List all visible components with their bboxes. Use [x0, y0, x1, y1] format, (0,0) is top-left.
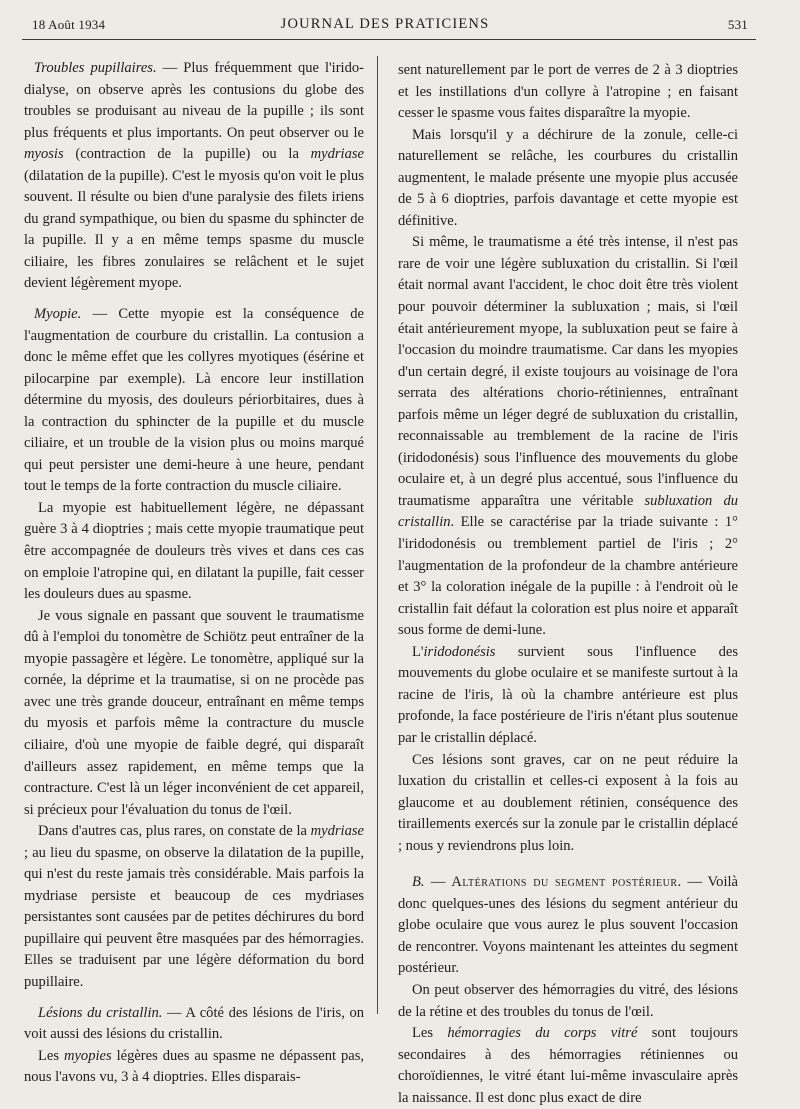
paragraph-myopie-legere — [24, 498, 364, 606]
paragraph-tonometre — [24, 606, 364, 821]
paragraph-mydriase — [24, 821, 364, 993]
page-number: 531 — [727, 17, 748, 32]
column-divider — [377, 56, 378, 1014]
emphasis-term: iridodonésis — [423, 643, 496, 660]
emphasis-term: mydriase — [310, 823, 364, 840]
paragraph-text: ; au lieu du spasme, on observe la dilatation de la pupille, qui n'est du reste jamais très considérable. Mais parfois la mydriase persiste et beaucoup de ces mydriases persistantes sont causées par de petites déchirures du bord pupillaire qui peuvent être masquées par des hémorragies. Elles se traduisent par une légère déformation du bord pupillaire. — [24, 844, 364, 990]
paragraph-text: légères dues au spasme ne dépassent pas, nous l'avons vu, 3 à 4 dioptries. Elles disparais- — [24, 1047, 364, 1086]
paragraph-text: Dans d'autres cas, plus rares, on constate de la — [38, 823, 311, 840]
emphasis-term: mydriase — [310, 146, 364, 163]
paragraph-text: sent naturellement par le port de verres de 2 à 3 dioptries et les instillations d'un collyre à l'atropine ; en faisant cesser le spasme vous faites disparaître la myopie. — [398, 62, 738, 122]
paragraph-continuation — [398, 60, 738, 125]
paragraph-troubles-pupillaires — [24, 58, 364, 295]
paragraph-hemorragies-corps-vitre — [398, 1023, 738, 1109]
paragraph-text: (dilatation de la pupille). C'est le myosis qu'on voit le plus souvent. Il résulte ou bien d'une paralysie des filets iriens du grand sympathique, ou bien du spasme du sphincter de la pupille. Il y a en même temps spasme du muscle ciliaire, les fibres zonulaires se relâchent et le sujet devient légèrement myope. — [24, 167, 364, 292]
emphasis-term: myosis — [24, 146, 64, 163]
paragraph-text: Je vous signale en passant que souvent le traumatisme dû à l'emploi du tonomètre de Schiötz peut entraîner de la myopie passagère et légère. Le tonomètre, appliqué sur la cornée, la déprime et la traumatise, si on ne procède pas avec une très grande douceur, entraînant en même temps du myosis et parfois même la contracture du muscle ciliaire, d'où une myopie de faible degré, qui disparaît d'ailleurs assez rapidement, en même temps que la contracture. C'est là un léger inconvénient de cet appareil, si précieux pour l'évaluation du tonus de l'œil. — [24, 607, 364, 818]
paragraph-dechirure-zonule — [398, 125, 738, 233]
paragraph-myopie — [24, 304, 364, 498]
section-label: B. — [412, 874, 425, 891]
header-date: 18 Août 1934 — [32, 17, 106, 32]
paragraph-text: sont toujours secondaires à des hémorragies rétiniennes ou choroïdiennes, le vitré étant lui-même invasculaire après la naissance. Il est donc plus exact de dire — [398, 1025, 738, 1106]
paragraph-hemorragies-vitre — [398, 980, 738, 1023]
paragraph-segment-posterieur — [398, 872, 738, 980]
paragraph-text: Les — [38, 1047, 64, 1064]
journal-title: JOURNAL DES PRATICIENS — [280, 16, 490, 32]
emphasis-term: hémorragies du corps vitré — [447, 1025, 638, 1042]
paragraph-text: . Elle se caractérise par la triade suivante : 1° l'iridodonésis ou tremblement partiel de l'iris ; 2° l'augmentation de la profondeur de la chambre antérieure et 3° la coloration inégale de la pupille : à l'endroit où le cristallin fait défaut la coloration est plus noire et apparaît sous forme de demi-lune. — [398, 514, 738, 639]
section-title-lesions-cristallin: Lésions du cristallin. — [38, 1004, 163, 1021]
paragraph-text: — A côté des lésions de l'iris, on voit aussi des lésions du cristallin. — [24, 1004, 365, 1043]
running-header — [22, 14, 748, 38]
paragraph-text: Mais lorsqu'il y a déchirure de la zonule, celle-ci naturellement se relâche, les courbures du cristallin augmentent, le malade présente une myopie plus accusée de 5 à 6 dioptries, parfois davantage et cette myopie est définitive. — [398, 126, 738, 229]
paragraph-lesions-cristallin — [24, 1003, 364, 1046]
paragraph-text: On peut observer des hémorragies du vitré, des lésions de la rétine et des troubles du tonus de l'œil. — [398, 981, 738, 1020]
paragraph-text: — Plus fréquemment que l'irido-dialyse, on observe après les contusions du globe des troubles se produisant au niveau de la pupille ; ils sont plus fréquents et plus importants. On peut observer ou le — [24, 60, 364, 141]
paragraph-text: Les — [412, 1025, 448, 1042]
header-rule — [22, 39, 756, 40]
paragraph-myopies-legeres — [24, 1046, 364, 1089]
paragraph-text: Si même, le traumatisme a été très intense, il n'est pas rare de voir une légère subluxation du cristallin. Si l'œil était normal avant l'accident, le choc doit être très violent pour pouvoir déterminer la subluxation ; mais, si l'œil était antérieurement myope, la subluxation peut se faire à l'occasion du moindre traumatisme. Car dans les myopies d'un certain degré, il existe toujours au voisinage de l'ora serrata des altérations chorio-rétiniennes, entraînant parfois même un léger degré de subluxation du cristallin, reconnaissable au tremblement de la racine de l'iris (iridodonésis) sous l'influence des mouvements du globe oculaire et, à un degré plus accentué, sous l'influence du traumatisme apparaîtra une véritable — [398, 234, 738, 509]
paragraph-text: L' — [412, 643, 424, 660]
paragraph-subluxation — [398, 232, 738, 641]
paragraph-text: (contraction de la pupille) ou la — [63, 146, 311, 163]
emphasis-term: subluxation du cristallin — [398, 492, 738, 531]
paragraph-text: — Voilà donc quelques-unes des lésions du segment antérieur du globe oculaire que vous aurez le plus souvent l'occasion de rencontrer. Voyons maintenant les atteintes du segment postérieur. — [398, 874, 738, 977]
section-title-myopie: Myopie. — [34, 306, 82, 323]
paragraph-text: survient sous l'influence des mouvements du globe oculaire et se manifeste surtout à la racine de l'iris, là où la chambre antérieure est plus profonde, la face postérieure de l'iris n'étant plus soutenue par le cristallin déplacé. — [398, 643, 738, 746]
paragraph-text: Ces lésions sont graves, car on ne peut réduire la luxation du cristallin et celles-ci exposent à la fois au glaucome et au doublement rétinien, conséquence des tiraillements exercés sur la zonule par le cristallin déplacé ; nous y reviendrons plus loin. — [398, 751, 738, 854]
section-title-troubles-pupillaires: Troubles pupillaires. — [34, 60, 157, 76]
paragraph-text: — Cette myopie est la conséquence de l'augmentation de courbure du cristallin. La contusion a donc le même effet que les collyres myotiques (ésérine et pilocarpine par exemple). Là encore leur instillation détermine du myosis, des douleurs périorbitaires, dues à la contraction du sphincter de la pupille et du muscle ciliaire, et un trouble de la vision plus ou moins marqué qui peut persister une demi-heure à une heure, pendant tout le temps de la forte contraction du muscle ciliaire. — [24, 306, 364, 495]
paragraph-lesions-graves — [398, 750, 738, 858]
paragraph-iridodonesis — [398, 642, 738, 750]
right-column — [398, 60, 738, 1109]
paragraph-text: La myopie est habituellement légère, ne dépassant guère 3 à 4 dioptries ; mais cette myopie traumatique peut être accompagnée de douleurs très vives et dans ces cas on emploie l'atropine qui, en dilatant la pupille, fait cesser les douleurs dues au spasme. — [24, 499, 364, 603]
left-column — [24, 58, 364, 1089]
emphasis-term: myopies — [63, 1047, 112, 1064]
section-heading-segment-posterieur: — Altérations du segment postérieur. — [424, 874, 682, 891]
